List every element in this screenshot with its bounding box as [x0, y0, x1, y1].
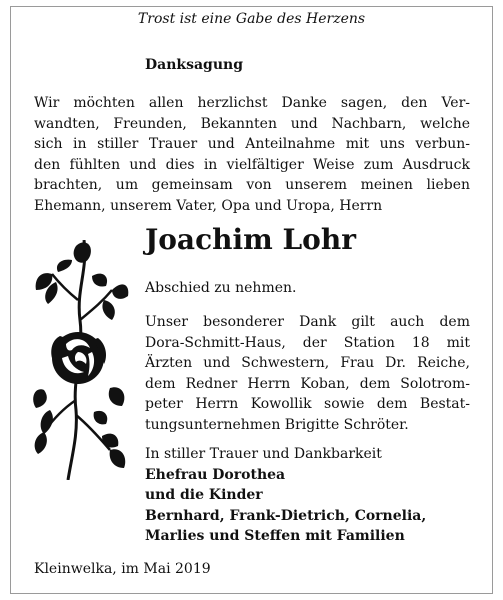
- farewell-text: Abschied zu nehmen.: [145, 280, 297, 296]
- deceased-name: Joachim Lohr: [145, 223, 356, 256]
- mourner-line: Ehefrau Dorothea: [145, 466, 286, 483]
- thanks-line: dem Redner Herrn Koban, dem Solotrom-: [145, 375, 470, 392]
- intro-paragraph: [34, 93, 470, 216]
- thanks-paragraph: [145, 312, 470, 435]
- intro-line: Ehemann, unserem Vater, Opa und Uropa, Herrn: [34, 197, 383, 214]
- intro-line: brachten, um gemeinsam von unserem meinen lieben: [34, 177, 470, 193]
- signoff-phrase: In stiller Trauer und Dankbarkeit: [145, 446, 382, 462]
- rose-icon: [32, 240, 130, 480]
- signoff: [145, 444, 470, 547]
- intro-line: wandten, Freunden, Bekannten und Nachbarn, welche: [34, 115, 470, 132]
- thanks-line: Unser besonderer Dank gilt auch dem: [145, 314, 470, 330]
- heading: Danksagung: [145, 57, 243, 73]
- intro-line: den fühlten und dies in vielfältiger Weise zum Ausdruck: [34, 156, 470, 173]
- intro-line: sich in stiller Trauer und Anteilnahme mit uns verbun-: [34, 136, 470, 152]
- mourner-line: Marlies und Steffen mit Familien: [145, 528, 405, 544]
- thanks-line: Ärzten und Schwestern, Frau Dr. Reiche,: [145, 355, 470, 371]
- thanks-line: tungsunternehmen Brigitte Schröter.: [145, 416, 409, 433]
- place-date: Kleinwelka, im Mai 2019: [34, 561, 211, 577]
- intro-line: Wir möchten allen herzlichst Danke sagen, den Ver-: [34, 95, 470, 111]
- motto: Trost ist eine Gabe des Herzens: [137, 11, 366, 27]
- thanks-line: Dora-Schmitt-Haus, der Station 18 mit: [145, 334, 470, 351]
- mourner-line: Bernhard, Frank-Dietrich, Cornelia,: [145, 507, 427, 524]
- thanks-line: peter Herrn Kowollik sowie dem Bestat-: [145, 396, 470, 412]
- mourner-line: und die Kinder: [145, 487, 263, 503]
